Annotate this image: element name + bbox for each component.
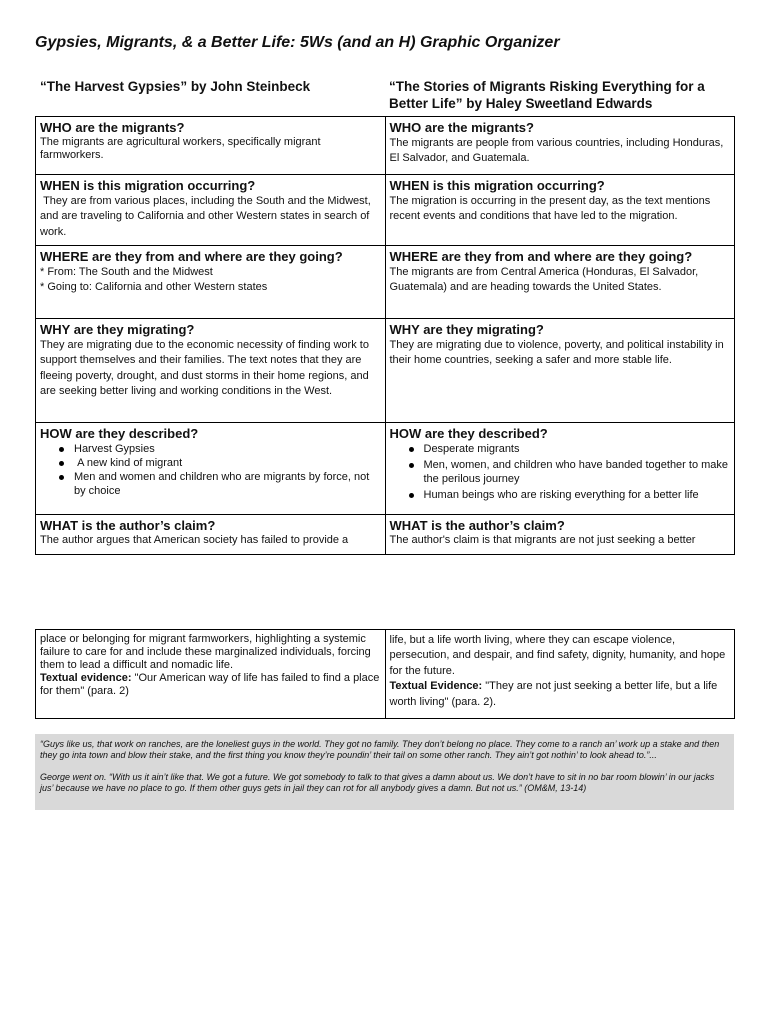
claim-left-body: place or belonging for migrant farmworkers, highlighting a systemic failure to care for and include these marginalized individuals, forcing them to lead a difficult and nomadic life. <box>40 633 371 671</box>
cell-claim-right <box>385 630 735 719</box>
row-who <box>36 117 735 175</box>
description-list-left <box>40 442 381 498</box>
question-what: WHAT is the author’s claim? <box>40 518 216 533</box>
cell-claim-left <box>36 630 386 719</box>
answer-who-left: The migrants are agricultural workers, specifically migrant farmworkers. <box>40 136 321 161</box>
answer-where-right: The migrants are from Central America (Honduras, El Salvador, Guatemala) and are heading towards the United States. <box>389 266 699 294</box>
answer-why-left: They are migrating due to the economic necessity of finding work to support themselves and their families. The text notes that they are fleeing poverty, drought, and dust storms in their home regions, and are seeking better living and working conditions in the West. <box>40 339 369 398</box>
cell-how-left <box>36 423 386 515</box>
quote-paragraph-2: George went on. “With us it ain’t like that. We got a future. We got somebody to talk to that gives a damn about us. We don’t have to sit in no bar room blowin’ in our jacks jus’ because we have no place to go. If them other guys gets in jail they can rot for all anybody gives a damn. But not us.” (OM&M, 13-14) <box>40 772 715 793</box>
question-where: WHERE are they from and where are they going? <box>40 249 343 264</box>
column-header-steinbeck: “The Harvest Gypsies” by John Steinbeck <box>40 79 311 94</box>
question-why: WHY are they migrating? <box>40 322 195 337</box>
cell-why-left <box>36 319 386 423</box>
evidence-quote: "They are not just seeking a better life, but a life worth living" (para. 2). <box>389 680 718 708</box>
cell-when-left <box>36 175 386 246</box>
claim-left-text <box>40 633 381 698</box>
cell-how-right <box>385 423 735 515</box>
question-how: HOW are they described? <box>40 426 199 441</box>
answer-who-right: The migrants are people from various countries, including Honduras, El Salvador, and Guatemala. <box>389 137 724 165</box>
cell-who-left <box>36 117 386 175</box>
question-what: WHAT is the author’s claim? <box>389 518 565 533</box>
description-list-right <box>390 442 731 502</box>
list-item: Men and women and children who are migrants by force, not by choice <box>74 470 381 498</box>
row-how <box>36 423 735 515</box>
row-why <box>36 319 735 423</box>
quote-paragraph-1: “Guys like us, that work on ranches, are the loneliest guys in the world. They got no family. They don’t belong no place. They come to a ranch an’ work up a stake and then they go inta town and blow their stake, and the first thing you know they’re poundin’ their tail on some other ranch. They ain’t got nothin’ to look ahead to.”... <box>40 739 720 760</box>
document-title: Gypsies, Migrants, & a Better Life: 5Ws (and an H) Graphic Organizer <box>35 34 560 51</box>
evidence-quote: "Our American way of life has failed to find a place for them" (para. 2) <box>40 672 380 697</box>
question-who: WHO are the migrants? <box>389 120 534 135</box>
claim-right-body: life, but a life worth living, where they can escape violence, persecution, and despair, and find safety, dignity, humanity, and hope for the future. <box>389 634 726 677</box>
question-when: WHEN is this migration occurring? <box>389 178 605 193</box>
answer-why-right: They are migrating due to violence, poverty, and political instability in their home countries, seeking a safer and more stable life. <box>389 339 724 367</box>
answer-where-from: * From: The South and the Midwest <box>40 266 213 278</box>
answer-when-right: The migration is occurring in the present day, as the text mentions recent events and conditions that have led to the migration. <box>389 195 711 223</box>
answer-what-left: The author argues that American society has failed to provide a <box>40 534 349 546</box>
answer-when-left: They are from various places, including the South and the Midwest, and are traveling to California and other Western states in search of work. <box>40 195 374 238</box>
question-how: HOW are they described? <box>389 426 548 441</box>
list-item: Men, women, and children who have banded together to make the perilous journey <box>423 459 729 485</box>
claim-right-text <box>390 633 731 710</box>
question-why: WHY are they migrating? <box>389 322 544 337</box>
evidence-label: Textual evidence: <box>40 672 132 684</box>
organizer-table <box>35 116 735 555</box>
column-header-edwards: “The Stories of Migrants Risking Everything for a Better Life” by Haley Sweetland Edwards <box>389 79 705 111</box>
row-what-continued <box>36 630 735 719</box>
list-item: Harvest Gypsies <box>74 442 381 456</box>
evidence-label: Textual Evidence: <box>389 680 483 693</box>
question-when: WHEN is this migration occurring? <box>40 178 256 193</box>
cell-who-right <box>385 117 735 175</box>
answer-where-to: * Going to: California and other Western states <box>40 281 268 294</box>
row-when <box>36 175 735 246</box>
cell-why-right <box>385 319 735 423</box>
novel-quote-box <box>35 734 734 810</box>
list-item: Desperate migrants <box>424 442 731 456</box>
cell-what-left <box>36 515 386 555</box>
answer-what-right: The author's claim is that migrants are not just seeking a better <box>389 534 696 546</box>
row-what <box>36 515 735 555</box>
cell-what-right <box>385 515 735 555</box>
cell-where-right <box>385 246 735 319</box>
list-item: A new kind of migrant <box>74 456 381 470</box>
organizer-table-continued <box>35 629 735 719</box>
cell-when-right <box>385 175 735 246</box>
cell-where-left <box>36 246 386 319</box>
question-where: WHERE are they from and where are they going? <box>389 249 693 264</box>
question-who: WHO are the migrants? <box>40 120 185 135</box>
row-where <box>36 246 735 319</box>
list-item: Human beings who are risking everything for a better life <box>424 488 731 502</box>
